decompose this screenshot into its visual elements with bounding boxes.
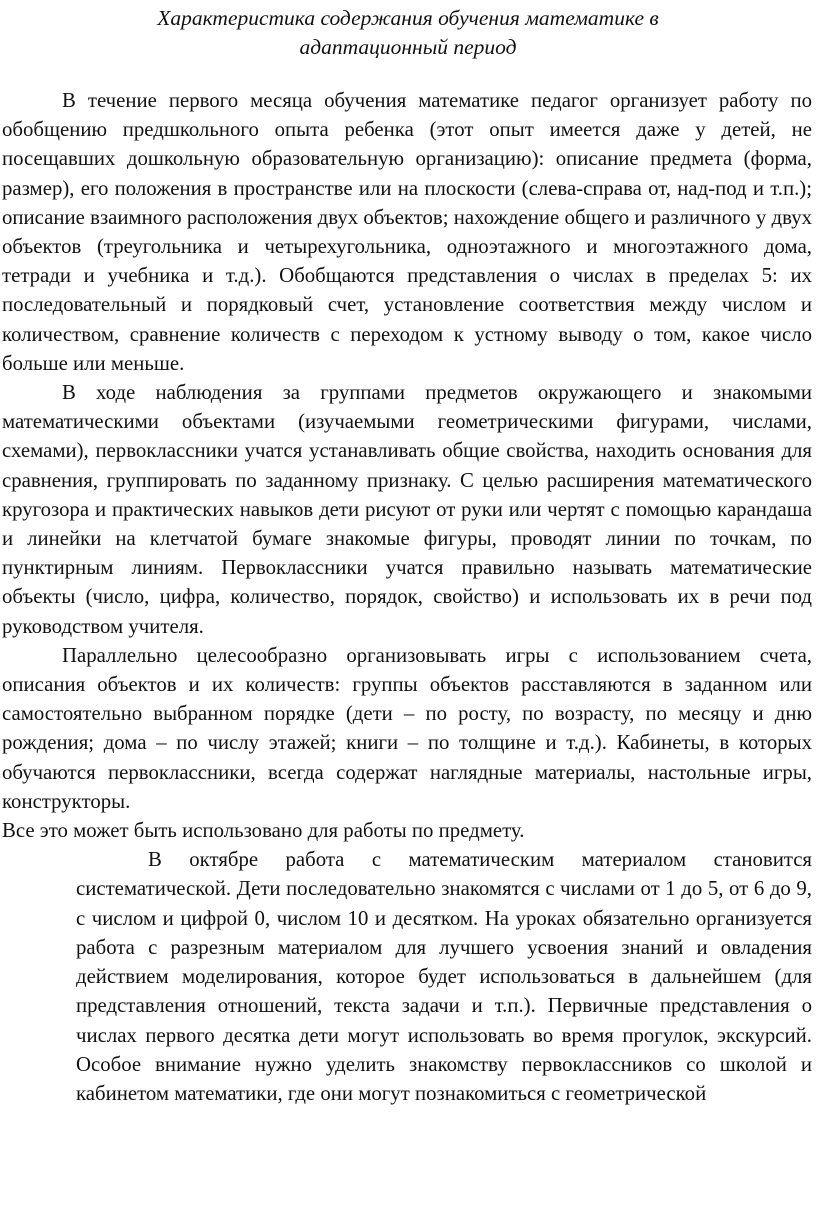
paragraph-first-month: В течение первого месяца обучения математике педагог организует работу по обобщению предшкольного опыта ребенка (этот опыт имеется даже у детей, не посещавших дошкольную образовательную организацию): описание предмета (форма, размер), его положения в пространстве или на плоскости (слева-справа от, над-под и т.п.); описание взаимного расположения двух объектов; нахождение общего и различного у двух объектов (треугольника и четырехугольника, одноэтажного и многоэтажного дома, тетради и учебника и т.д.). Обобщаются представления о числах в пределах 5: их последовательный и порядковый счет, установление соответствия между числом и количеством, сравнение количеств с переходом к устному выводу о том, какое число больше или меньше. (2, 89, 812, 375)
document-title (0, 4, 816, 62)
title-line-2: адаптационный период (299, 35, 517, 59)
standalone-line: Все это может быть использовано для работы по предмету. (2, 819, 525, 843)
paragraph-observation: В ходе наблюдения за группами предметов окружающего и знакомыми математическими объектами (изучаемыми геометрическими фигурами, числами, схемами), первоклассники учатся устанавливать общие свойства, находить основания для сравнения, группировать по заданному признаку. С целью расширения математического кругозора и практических навыков дети рисуют от руки или чертят с помощью карандаша и линейки на клетчатой бумаге знакомые фигуры, проводят линии по точкам, по пунктирным линиям. Первоклассники учатся правильно называть математические объекты (число, цифра, количество, порядок, свойство) и использовать их в речи под руководством учителя. (2, 381, 812, 638)
document-body (2, 86, 812, 1108)
paragraph-october: В октябре работа с математическим материалом становится систематической. Дети последовательно знакомятся с числами от 1 до 5, от 6 до 9, с числом и цифрой 0, числом 10 и десятком. На уроках обязательно организуется работа с разрезным материалом для лучшего усвоения знаний и овладения действием моделирования, которое будет использоваться в дальнейшем (для представления отношений, текста задачи и т.п.). Первичные представления о числах первого десятка дети могут использовать во время прогулок, экскурсий. Особое внимание нужно уделить знакомству первоклассников со школой и кабинетом математики, где они могут познакомиться с геометрической (76, 848, 812, 1105)
paragraph-games: Параллельно целесообразно организовывать игры с использованием счета, описания объектов и их количеств: группы объектов расставляются в заданном или самостоятельно выбранном порядке (дети – по росту, по возрасту, по месяцу и дню рождения; дома – по числу этажей; книги – по толщине и т.д.). Кабинеты, в которых обучаются первоклассники, всегда содержат наглядные материалы, настольные игры, конструкторы. (2, 643, 812, 813)
title-line-1: Характеристика содержания обучения математике в (157, 6, 659, 30)
